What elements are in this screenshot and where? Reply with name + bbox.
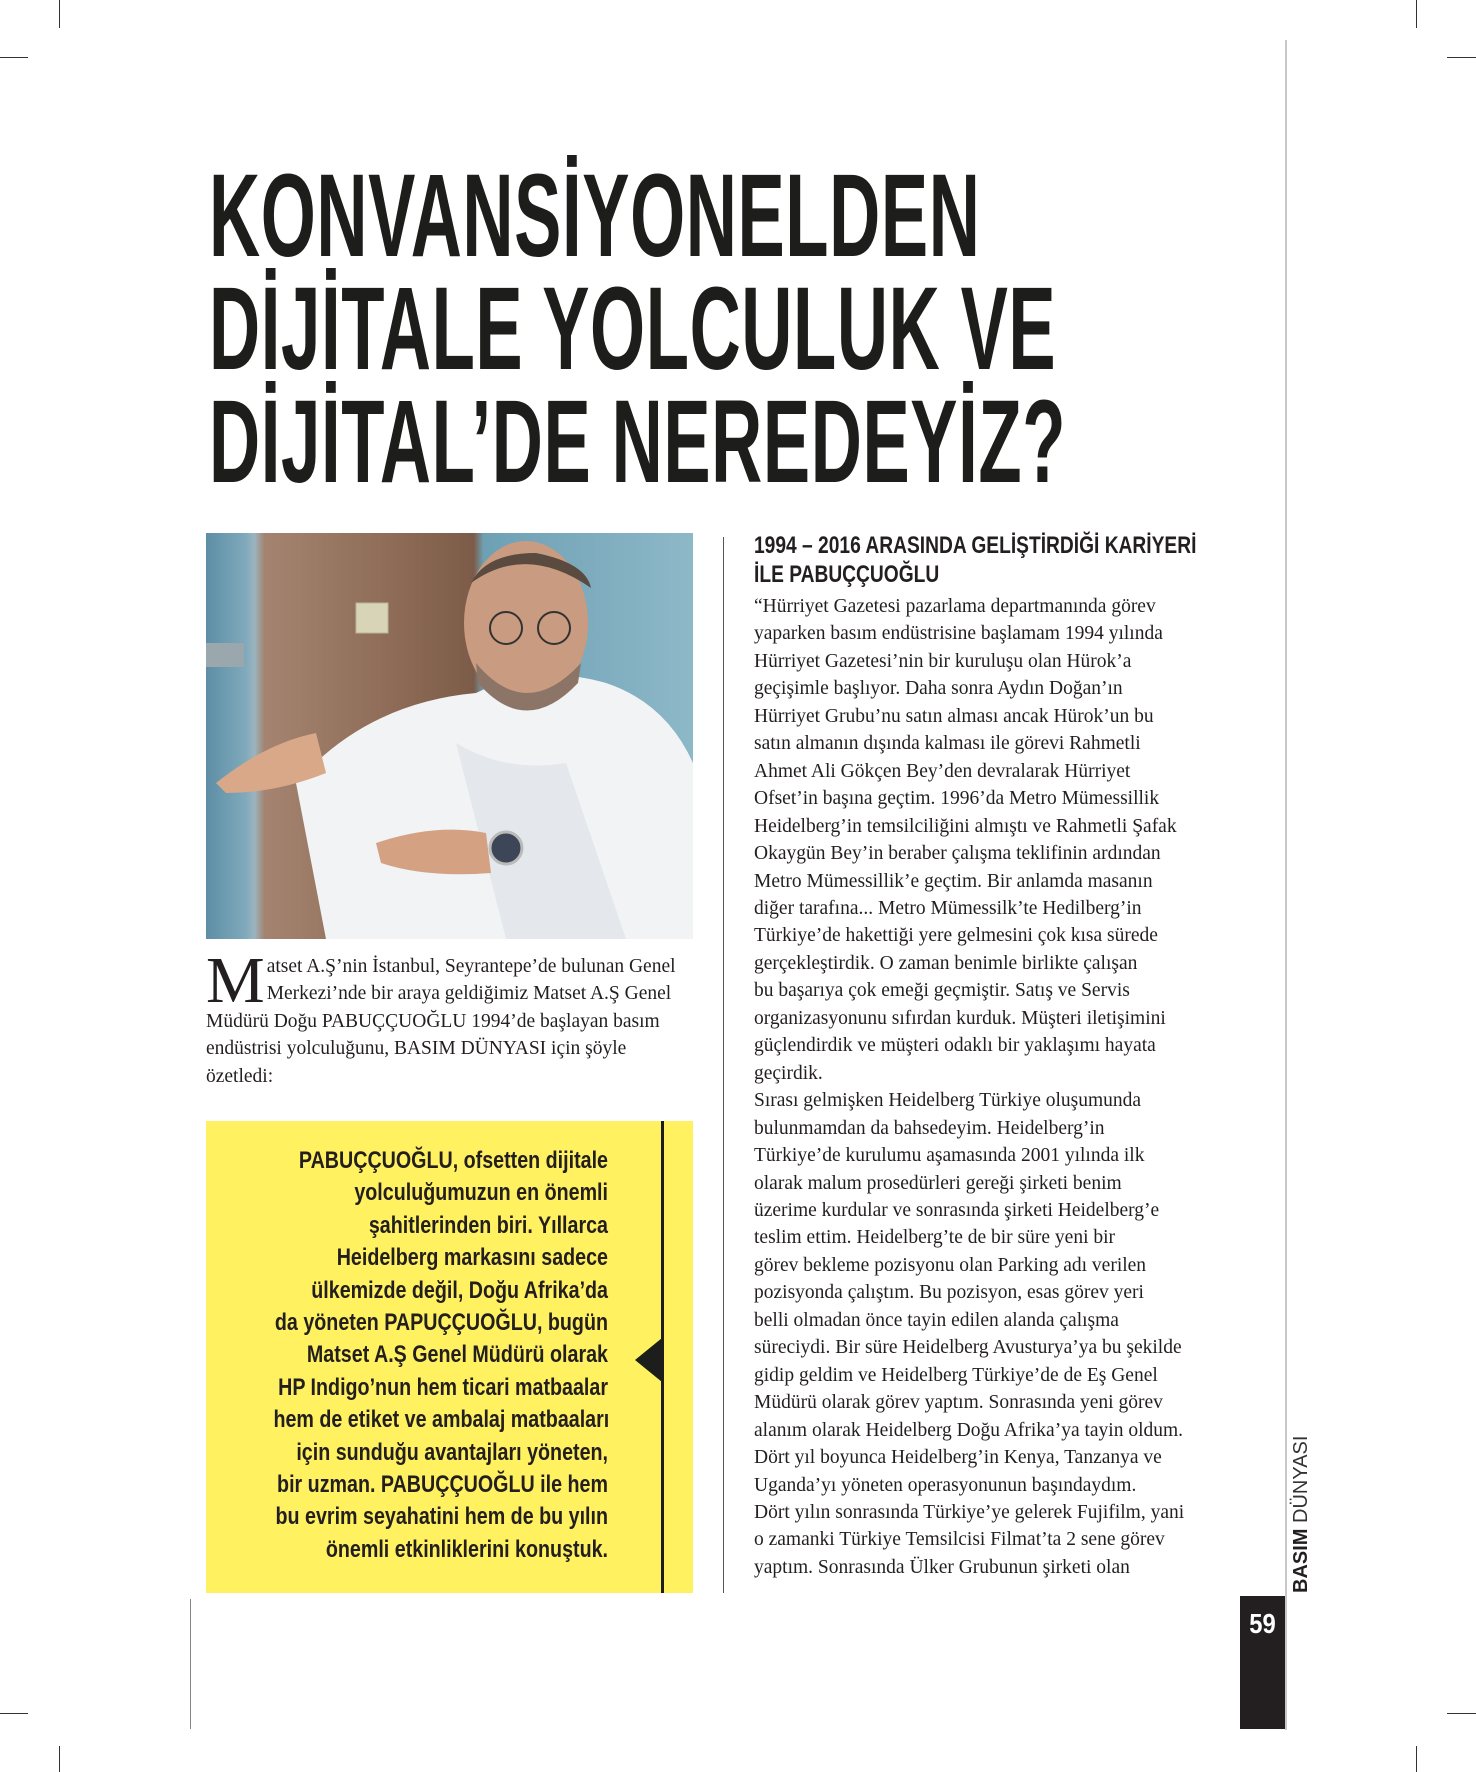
body-line: görev bekleme pozisyonu olan Parking adı verilen <box>754 1254 1147 1276</box>
crop-mark <box>1447 1713 1476 1714</box>
body-line: Hürriyet Grubu’nu satın alması ancak Hürok’un bu <box>754 705 1154 727</box>
interview-photo <box>206 533 693 939</box>
crop-mark <box>1416 0 1417 28</box>
body-line: Ofset’in başına geçtim. 1996’da Metro Mümessillik <box>754 788 1160 810</box>
body-line: “Hürriyet Gazetesi pazarlama departmanında görev <box>754 596 1156 617</box>
title-line: KONVANSİYONELDEN <box>209 150 981 282</box>
body-line: geçirdik. <box>754 1062 823 1084</box>
body-line: diğer tarafına... Metro Mümessilk’te Hedilberg’in <box>754 897 1142 919</box>
body-line: belli olmadan önce tayin edilen alanda çalışma <box>754 1309 1119 1331</box>
body-line: olarak malum prosedürleri gereği şirketi benim <box>754 1172 1122 1194</box>
page-edge-rule <box>1285 40 1287 1730</box>
quote-line: da yöneten PAPUÇÇUOĞLU, bugün <box>274 1309 608 1337</box>
body-line: gidip geldim ve Heidelberg Türkiye’de de Eş Genel <box>754 1364 1158 1386</box>
drop-cap: M <box>206 944 265 1017</box>
quote-line: PABUÇÇUOĞLU, ofsetten dijitale <box>298 1147 608 1174</box>
body-text <box>754 593 1184 1581</box>
quote-line: yolculuğumuzun en önemli <box>354 1179 608 1207</box>
quote-line: hem de etiket ve ambalaj matbaaları <box>273 1406 610 1434</box>
quote-line: bir uzman. PABUÇÇUOĞLU ile hem <box>277 1471 608 1499</box>
body-line: Okaygün Bey’in beraber çalışma teklifinin ardından <box>754 843 1161 865</box>
crop-mark <box>59 0 60 28</box>
crop-mark <box>0 1713 28 1714</box>
crop-mark <box>190 1599 191 1729</box>
magazine-name-bold: BASIM <box>1290 1528 1312 1593</box>
body-line: Heidelberg’in temsilciliğini almıştı ve Rahmetli Şafak <box>754 815 1177 837</box>
intro-text: atset A.Ş’nin İstanbul, Seyrantepe’de bulunan Genel Merkezi’nde bir araya geldiğimiz Matset A.Ş Genel Müdürü Doğu PABUÇÇUOĞLU 1994’de başlayan basım endüstrisi yolculuğunu, BASIM DÜNYASI için şöyle özetledi: <box>206 956 676 1087</box>
body-line: gerçekleştirdik. O zaman benimle birlikte çalışan <box>754 952 1138 974</box>
section-heading-line: 1994 – 2016 ARASINDA GELİŞTİRDİĞİ KARİYERİ <box>754 532 1197 559</box>
section-heading <box>754 531 1307 589</box>
quote-line: için sunduğu avantajları yöneten, <box>296 1438 608 1466</box>
body-line: Dört yılın sonrasında Türkiye’ye gelerek Fujifilm, yani <box>754 1501 1185 1523</box>
quote-line: şahitlerinden biri. Yıllarca <box>368 1211 608 1239</box>
body-line: Sırası gelmişken Heidelberg Türkiye oluşumunda <box>754 1090 1142 1112</box>
body-line: yaptım. Sonrasında Ülker Grubunun şirketi olan <box>754 1556 1130 1578</box>
body-line: Dört yıl boyunca Heidelberg’in Kenya, Tanzanya ve <box>754 1447 1162 1469</box>
body-line: bu başarıya çok emeği geçmiştir. Satış ve Servis <box>754 980 1130 1002</box>
crop-mark <box>59 1746 60 1772</box>
body-line: alanım olarak Heidelberg Doğu Afrika’ya tayin oldum. <box>754 1419 1184 1441</box>
body-line: Metro Mümessillik’e geçtim. Bir anlamda masanın <box>754 870 1153 892</box>
crop-mark <box>1447 57 1476 58</box>
body-line: Uganda’yı yöneten operasyonunun başındaydım. <box>754 1474 1137 1496</box>
crop-mark <box>1416 1746 1417 1772</box>
body-line: Müdürü olarak görev yaptım. Sonrasında yeni görev <box>754 1392 1163 1414</box>
man-portrait-illustration <box>206 533 693 939</box>
body-line: Türkiye’de hakettiği yere gelmesini çok kısa sürede <box>754 925 1158 947</box>
body-line: Ahmet Ali Gökçen Bey’den devralarak Hürriyet <box>754 760 1131 782</box>
body-line: geçişimle başlıyor. Daha sonra Aydın Doğan’ın <box>754 678 1123 700</box>
body-line: pozisyonda çalıştım. Bu pozisyon, esas görev yeri <box>754 1282 1144 1304</box>
triangle-pointer-icon <box>635 1338 662 1382</box>
body-line: o zamanki Türkiye Temsilcisi Filmat’ta 2 sene görev <box>754 1529 1165 1551</box>
pull-quote-text <box>200 1145 608 1566</box>
quote-line: HP Indigo’nun hem ticari matbaalar <box>278 1373 608 1401</box>
body-line: organizasyonunu sıfırdan kurduk. Müşteri iletişimini <box>754 1007 1166 1029</box>
quote-line: bu evrim seyahatini hem de bu yılın <box>275 1503 608 1531</box>
quote-line: ülkemizde değil, Doğu Afrika’da <box>311 1276 608 1304</box>
section-heading-line: İLE PABUÇÇUOĞLU <box>754 561 940 588</box>
title-line: DİJİTAL’DE NEREDEYİZ? <box>209 376 1067 508</box>
column-divider <box>723 537 724 1593</box>
title-line: DİJİTALE YOLCULUK VE <box>209 263 1057 395</box>
intro-paragraph <box>206 944 696 1090</box>
body-line: Hürriyet Gazetesi’nin bir kuruluşu olan Hürok’a <box>754 650 1132 672</box>
quote-line: Matset A.Ş Genel Müdürü olarak <box>306 1341 608 1369</box>
page-number: 59 <box>1249 1608 1276 1639</box>
body-line: bulunmamdan da bahsedeyim. Heidelberg’in <box>754 1117 1105 1139</box>
quote-line: Heidelberg markasını sadece <box>336 1244 608 1272</box>
magazine-name <box>1290 1436 1313 1593</box>
body-line: Türkiye’de kurulumu aşamasında 2001 yılında ilk <box>754 1145 1145 1167</box>
body-line: satın almanın dışında kalması ile görevi Rahmetli <box>754 733 1141 755</box>
body-line: güçlendirdik ve müşteri odaklı bir yaklaşımı hayata <box>754 1035 1156 1057</box>
body-line: teslim ettim. Heidelberg’te de bir süre yeni bir <box>754 1227 1116 1249</box>
quote-line: önemli etkinliklerini konuştuk. <box>325 1535 608 1563</box>
magazine-name-light: DÜNYASI <box>1290 1435 1312 1523</box>
body-line: üzerime kurdular ve sonrasında şirketi Heidelberg’e <box>754 1199 1160 1221</box>
body-line: süreciydi. Bir süre Heidelberg Avusturya’ya bu şekilde <box>754 1337 1182 1359</box>
crop-mark <box>0 57 28 58</box>
body-line: yaparken basım endüstrisine başlamam 1994 yılında <box>754 623 1163 645</box>
